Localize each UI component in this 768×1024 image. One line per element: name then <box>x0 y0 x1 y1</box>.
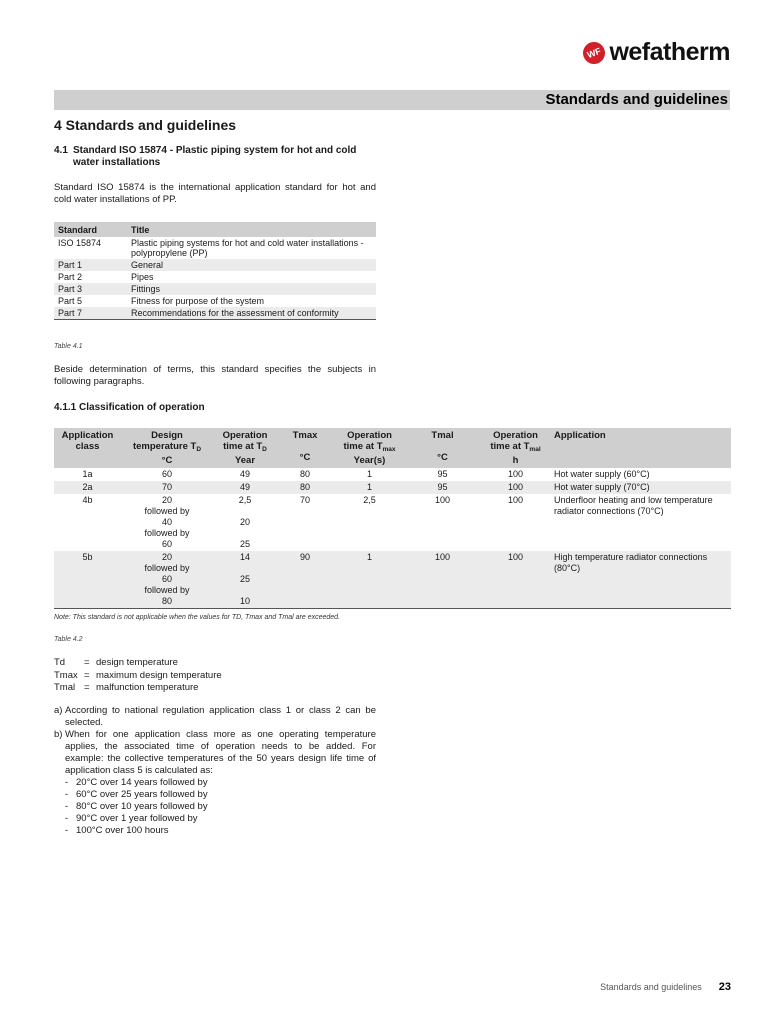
list-item: - 80°C over 10 years followed by <box>65 801 208 812</box>
brand-name: wefatherm <box>609 38 730 66</box>
wf-logo-mark: WF <box>580 38 608 66</box>
standard-cell: Part 2 <box>58 272 83 282</box>
standard-cell: Part 5 <box>58 296 83 306</box>
table-caption: Table 4.2 <box>54 636 83 643</box>
table-caption: Table 4.1 <box>54 343 83 350</box>
design-temp-cell: 60 <box>161 469 172 479</box>
definition-term: Tmax <box>54 669 78 681</box>
table-row <box>54 481 731 494</box>
table-row <box>54 468 731 481</box>
table-row <box>54 237 376 259</box>
wefatherm-logo <box>583 38 730 67</box>
standard-cell: ISO 15874 <box>58 238 102 248</box>
list-item: - 60°C over 25 years followed by <box>65 789 208 800</box>
column-header-operation-time-td: Operation time at $T_D$ Year <box>213 428 277 468</box>
chapter-heading: 4 Standards and guidelines <box>54 117 237 133</box>
tmal-time-cell: 100 <box>479 551 552 609</box>
title-cell: Fittings <box>127 283 376 295</box>
list-item: - 100°C over 100 hours <box>65 825 169 836</box>
tmax-time-cell: 1 <box>333 551 406 609</box>
section-header-bar <box>54 90 730 110</box>
column-header-operation-time-tmax: Operation time at $T_{max}$ Year(s) <box>333 428 406 468</box>
class-cell: 4b <box>82 495 93 505</box>
application-cell: Hot water supply (70°C) <box>552 481 731 494</box>
operation-time-cell: 49 <box>239 469 250 479</box>
column-header-tmax: Tmax °C <box>277 428 333 468</box>
application-cell: High temperature radiator connections (80°C) <box>552 551 731 609</box>
column-header-operation-time-tmal: Operation time at $T_{mal}$ h <box>479 428 552 468</box>
classification-table <box>54 428 731 609</box>
table-row <box>54 551 731 609</box>
title-cell: Fitness for purpose of the system <box>131 296 265 306</box>
list-item: - 90°C over 1 year followed by <box>65 813 198 824</box>
definition-term: Tmal <box>54 682 76 693</box>
tmal-time-cell: 100 <box>507 495 524 505</box>
table-row <box>54 295 376 307</box>
standards-table <box>54 222 376 320</box>
operation-time-cell: 14 25 10 <box>213 551 277 609</box>
operation-time-cell: 49 <box>213 481 277 494</box>
tmax-cell: 80 <box>277 481 333 494</box>
definition-text: design temperature <box>96 657 178 668</box>
table-row <box>54 283 376 295</box>
section-heading-line1: Standard ISO 15874 - Plastic piping system for hot and cold <box>73 145 357 156</box>
column-header-design-temperature: Design temperature $T_D$ °C <box>121 428 213 468</box>
title-cell: Pipes <box>131 272 154 282</box>
table-row <box>54 259 376 271</box>
section-heading-line2: water installations <box>73 157 161 168</box>
page-number: 23 <box>718 981 731 993</box>
footnote-b: b) When for one application class more as one operating temperature applies, the associated time of operation needs to be added. For example: the collective temperatures of the 50 years design life time of application class 5 is calculated as: <box>54 729 376 776</box>
section-heading <box>54 145 376 169</box>
class-cell: 2a <box>54 481 121 494</box>
definition-item: Tmax = maximum design temperature <box>54 669 222 681</box>
title-cell: General <box>127 259 376 271</box>
footnotes <box>54 705 376 837</box>
design-temp-cell: 70 <box>121 481 213 494</box>
tmal-cell: 95 <box>437 469 448 479</box>
class-cell: 5b <box>54 551 121 609</box>
definitions-list <box>54 657 222 695</box>
tmal-time-cell: 100 <box>507 469 524 479</box>
column-header-application-class: Application class <box>54 428 121 468</box>
title-cell: Plastic piping systems for hot and cold water installations - polypropylene (PP) <box>131 238 364 258</box>
table-row <box>54 271 376 283</box>
definition-item: Tmal = malfunction temperature <box>54 682 199 693</box>
definition-text: maximum design temperature <box>96 669 222 681</box>
body-paragraph: Beside determination of terms, this standard specifies the subjects in following paragraphs. <box>54 364 376 387</box>
column-header-application: Application <box>552 428 731 468</box>
subsection-heading: 4.1.1 Classification of operation <box>54 402 205 413</box>
tmax-time-cell: 2,5 <box>363 495 376 505</box>
tmal-cell: 100 <box>434 495 451 505</box>
standard-cell: Part 3 <box>54 283 127 295</box>
column-header-standard: Standard <box>54 222 127 237</box>
definition-term: Td <box>54 657 66 668</box>
standard-cell: Part 7 <box>54 307 127 320</box>
footnote-a: a) According to national regulation application class 1 or class 2 can be selected. <box>54 705 376 728</box>
title-cell: Recommendations for the assessment of conformity <box>127 307 376 320</box>
tmax-cell: 90 <box>277 551 333 609</box>
tmax-time-cell: 1 <box>333 481 406 494</box>
definition-item: Td = design temperature <box>54 657 178 668</box>
application-cell: Hot water supply (60°C) <box>554 469 650 479</box>
tmal-time-cell: 100 <box>479 481 552 494</box>
tmax-cell: 80 <box>299 469 310 479</box>
section-number: 4.1 <box>54 145 68 156</box>
tmal-cell: 95 <box>406 481 479 494</box>
list-item: - 20°C over 14 years followed by <box>65 777 208 788</box>
table-row <box>54 494 731 551</box>
footer-label: Standards and guidelines <box>600 982 702 992</box>
table-note: Note: This standard is not applicable when the values for TD, Tmax and Tmal are exceeded. <box>54 614 340 621</box>
class-cell: 1a <box>82 469 93 479</box>
column-header-title: Title <box>127 222 376 237</box>
tmax-cell: 70 <box>299 495 310 505</box>
operation-time-cell: 2,5 20 25 <box>238 495 252 549</box>
intro-paragraph: Standard ISO 15874 is the international application standard for hot and cold water installations of PP. <box>54 182 376 205</box>
definition-text: malfunction temperature <box>96 682 199 693</box>
application-cell: Underfloor heating and low temperature radiator connections (70°C) <box>554 495 713 516</box>
column-header-tmal: Tmal °C <box>406 428 479 468</box>
tmal-cell: 100 <box>406 551 479 609</box>
table-row <box>54 307 376 320</box>
design-temp-cell: 20 followed by 60 followed by 80 <box>121 551 213 609</box>
design-temp-cell: 20 followed by 40 followed by 60 <box>144 495 190 549</box>
section-title: Standards and guidelines <box>545 91 728 108</box>
standard-cell: Part 1 <box>54 259 127 271</box>
tmax-time-cell: 1 <box>366 469 372 479</box>
page-footer <box>600 981 731 993</box>
